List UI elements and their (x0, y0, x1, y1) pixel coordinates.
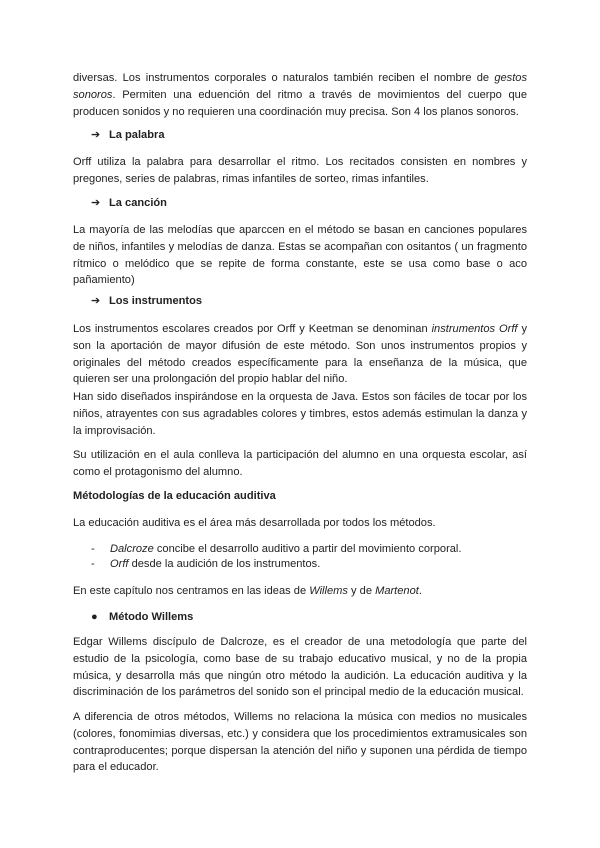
italic-term: gestos sonoros (73, 72, 527, 101)
italic-term: Dalcroze (110, 543, 154, 555)
text-span: Los instrumentos escolares creados por Orff y Keetman se denominan (73, 323, 432, 335)
text-span: y son la aportación de mayor difusión de este método. Son unos instrumentos propios y originales del método creados específicamente para la enseñanza de la música, que quieren ser una prolongación del propio hablar del niño. (73, 323, 527, 386)
text-span: . (418, 585, 422, 597)
text-span: . Permiten una eduención del ritmo a través de movimientos del cuerpo que producen sonidos y no requieren una coordinación muy precisa. Son 4 los planos sonoros. (73, 88, 527, 118)
paragraph-instrumentos-orff (73, 321, 527, 388)
heading-la-palabra (91, 127, 165, 143)
heading-la-cancion (91, 195, 167, 211)
arrow-icon: ➔ (91, 129, 101, 141)
text-span: diversas. Los instrumentos corporales o naturalos también reciben el nombre de (73, 72, 495, 84)
paragraph-capitulo (73, 583, 527, 600)
paragraph-palabra: Orff utiliza la palabra para desarrollar el ritmo. Los recitados consisten en nombres y pregones, series de palabras, rimas infantiles de sorteo, rimas infantiles. (73, 156, 527, 185)
heading-text: Método Willems (109, 611, 194, 623)
italic-term: instrumentos Orff (431, 323, 518, 335)
paragraph-utilizacion-aula: Su utilización en el aula conlleva la participación del alumno en una orquesta escolar, así como el protagonismo del alumno. (73, 449, 527, 478)
paragraph-orquesta-java: Han sido diseñados inspirándose en la orquesta de Java. Estos son fáciles de tocar por los niños, atrayentes con sus agradables colores y timbres, estos además estimulan la danza y la improvisación. (73, 391, 527, 437)
arrow-icon: ➔ (91, 295, 101, 307)
list-item-orff (91, 556, 320, 572)
heading-text: La palabra (109, 129, 165, 141)
paragraph-cancion: La mayoría de las melodías que aparccen en el método se basan en canciones populares de niños, infantiles y melodías de danza. Estas se acompañan con ositantos ( un fragmento rítmico o melódico que se repite de forma constante, este se usa como base o aco pañamiento) (73, 224, 527, 287)
heading-text: La canción (109, 197, 167, 209)
arrow-icon: ➔ (91, 197, 101, 209)
text-span: desde la audición de los instrumentos. (128, 558, 321, 570)
paragraph-diferencia-metodos: A diferencia de otros métodos, Willems no relaciona la música con medios no musicales (colores, fonomimias diversas, etc.) y considera que los procedimientos extramusicales son contraproducentes; porque dispersan la atención del niño y suponen una pérdida de tiempo para el educador. (73, 711, 527, 774)
paragraph-gestos-sonoros (73, 70, 527, 120)
heading-metodo-willems (91, 609, 193, 625)
text-span: concibe el desarrollo auditivo a partir del movimiento corporal. (153, 543, 462, 555)
bullet-icon: ● (91, 611, 98, 623)
heading-los-instrumentos (91, 293, 202, 309)
italic-term: Martenot (375, 585, 419, 597)
paragraph-educacion-auditiva: La educación auditiva es el área más desarrollada por todos los métodos. (73, 517, 436, 529)
italic-term: Willems (309, 585, 348, 597)
list-item-dalcroze (91, 541, 461, 557)
dash-marker: - (91, 543, 95, 555)
heading-text: Los instrumentos (109, 295, 203, 307)
text-span: y de (347, 585, 376, 597)
dash-marker: - (91, 558, 95, 570)
heading-metodologias-auditiva: Métodologías de la educación auditiva (73, 490, 276, 502)
text-span: En este capítulo nos centramos en las ideas de (73, 585, 310, 597)
italic-term: Orff (110, 558, 129, 570)
paragraph-edgar-willems: Edgar Willems discípulo de Dalcroze, es el creador de una metodología que parte del estudio de la psicología, como base de su trabajo educativo musical, y no de la propia música, y desarrolla más que ningún otro método la audición. La educación auditiva y la discriminación de los parámetros del sonido son el principal medio de la educación musical. (73, 636, 527, 699)
